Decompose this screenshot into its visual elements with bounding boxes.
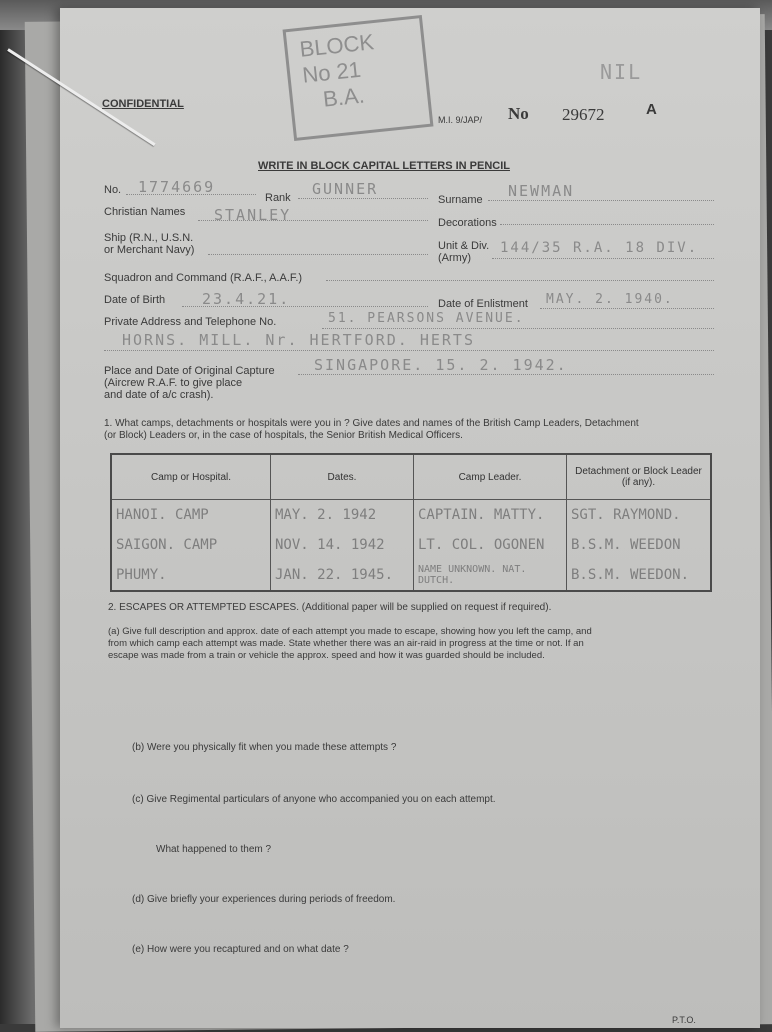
header-detachment-leader: Detachment or Block Leader (if any). bbox=[567, 454, 712, 500]
ref-label: M.I. 9/JAP/ bbox=[438, 115, 483, 125]
q2-c-followup: What happened to them ? bbox=[156, 844, 272, 855]
enlistment-label: Date of Enlistment bbox=[438, 298, 528, 310]
stamp-line-3: B.A. bbox=[321, 82, 366, 112]
christian-names-label: Christian Names bbox=[104, 206, 186, 218]
camp-cell: PHUMY. bbox=[111, 560, 271, 591]
header-camp-leader: Camp Leader. bbox=[414, 454, 567, 500]
table-row bbox=[111, 530, 711, 560]
pto-label: P.T.O. bbox=[672, 1015, 696, 1025]
capture-value: SINGAPORE. 15. 2. 1942. bbox=[314, 356, 568, 374]
nil-note: NIL bbox=[600, 60, 643, 84]
capture-label-3: and date of a/c crash). bbox=[104, 389, 214, 401]
dates-cell: MAY. 2. 1942 bbox=[271, 500, 414, 531]
camp-cell: SAIGON. CAMP bbox=[111, 530, 271, 560]
address-value-1: 51. PEARSONS AVENUE. bbox=[328, 311, 525, 326]
camps-table-header bbox=[111, 454, 711, 500]
table-row bbox=[111, 560, 711, 591]
christian-names-value: STANLEY bbox=[214, 206, 292, 224]
q2-a-line-1: (a) Give full description and approx. date of each attempt you made to escape, showing how you left the camp, and bbox=[108, 626, 592, 637]
camps-table bbox=[110, 453, 712, 592]
detachment-leader-cell: B.S.M. WEEDON. bbox=[567, 560, 712, 591]
rank-label: Rank bbox=[265, 192, 291, 204]
camp-leader-cell: CAPTAIN. MATTY. bbox=[414, 500, 567, 531]
capture-label-1: Place and Date of Original Capture bbox=[104, 365, 275, 377]
unit-label-1: Unit & Div. bbox=[438, 240, 490, 252]
number-label: No bbox=[508, 104, 529, 123]
dates-cell: JAN. 22. 1945. bbox=[271, 560, 414, 591]
service-number-value: 1774669 bbox=[138, 178, 216, 196]
header-dates: Dates. bbox=[271, 454, 414, 500]
q2-d: (d) Give briefly your experiences during periods of freedom. bbox=[132, 894, 396, 905]
no-label: No. bbox=[104, 184, 122, 196]
stamp-line-2: No 21 bbox=[301, 56, 363, 88]
form-suffix: A bbox=[646, 101, 657, 118]
dob-label: Date of Birth bbox=[104, 294, 166, 306]
camp-leader-cell: LT. COL. OGONEN bbox=[414, 530, 567, 560]
surname-label: Surname bbox=[438, 194, 483, 206]
pencil-instruction: WRITE IN BLOCK CAPITAL LETTERS IN PENCIL bbox=[258, 160, 510, 172]
q2-title: 2. ESCAPES OR ATTEMPTED ESCAPES. (Additional paper will be supplied on request if required). bbox=[108, 602, 552, 613]
unit-label-2: (Army) bbox=[438, 252, 471, 264]
ship-label-1: Ship (R.N., U.S.N. bbox=[104, 232, 194, 244]
enlistment-value: MAY. 2. 1940. bbox=[546, 292, 674, 307]
detachment-leader-cell: SGT. RAYMOND. bbox=[567, 500, 712, 531]
confidential-label: CONFIDENTIAL bbox=[102, 98, 184, 110]
detachment-leader-cell: B.S.M. WEEDON bbox=[567, 530, 712, 560]
q1-text-1: 1. What camps, detachments or hospitals were you in ? Give dates and names of the British Camp Leaders, Detachment bbox=[104, 418, 639, 429]
ship-label-2: or Merchant Navy) bbox=[104, 244, 195, 256]
q2-a-line-2: from which camp each attempt was made. State whether there was an air-raid in progress at the time or not. If an bbox=[108, 638, 584, 649]
address-label: Private Address and Telephone No. bbox=[104, 316, 277, 328]
q2-b: (b) Were you physically fit when you made these attempts ? bbox=[132, 742, 397, 753]
camp-leader-cell: NAME UNKNOWN. NAT. DUTCH. bbox=[414, 560, 567, 591]
stamp-line-1: BLOCK bbox=[298, 29, 376, 62]
decorations-label: Decorations bbox=[438, 217, 497, 229]
address-value-2: HORNS. MILL. Nr. HERTFORD. HERTS bbox=[122, 331, 475, 349]
unit-value: 144/35 R.A. 18 DIV. bbox=[500, 240, 699, 256]
table-row bbox=[111, 500, 711, 531]
q1-text-2: (or Block) Leaders or, in the case of hospitals, the Senior British Medical Officers. bbox=[104, 430, 463, 441]
rank-value: GUNNER bbox=[312, 180, 379, 198]
block-stamp bbox=[283, 15, 434, 141]
dates-cell: NOV. 14. 1942 bbox=[271, 530, 414, 560]
surname-value: NEWMAN bbox=[508, 182, 575, 200]
header-camp: Camp or Hospital. bbox=[111, 454, 271, 500]
squadron-label: Squadron and Command (R.A.F., A.A.F.) bbox=[104, 272, 303, 284]
dob-value: 23.4.21. bbox=[202, 290, 291, 308]
form-number: 29672 bbox=[562, 105, 605, 124]
q2-c: (c) Give Regimental particulars of anyone who accompanied you on each attempt. bbox=[132, 794, 496, 805]
capture-label-2: (Aircrew R.A.F. to give place bbox=[104, 377, 243, 389]
camp-cell: HANOI. CAMP bbox=[111, 500, 271, 531]
q2-e: (e) How were you recaptured and on what date ? bbox=[132, 944, 349, 955]
q2-a-line-3: escape was made from a train or vehicle the approx. speed and how it was guarded should be included. bbox=[108, 650, 545, 661]
